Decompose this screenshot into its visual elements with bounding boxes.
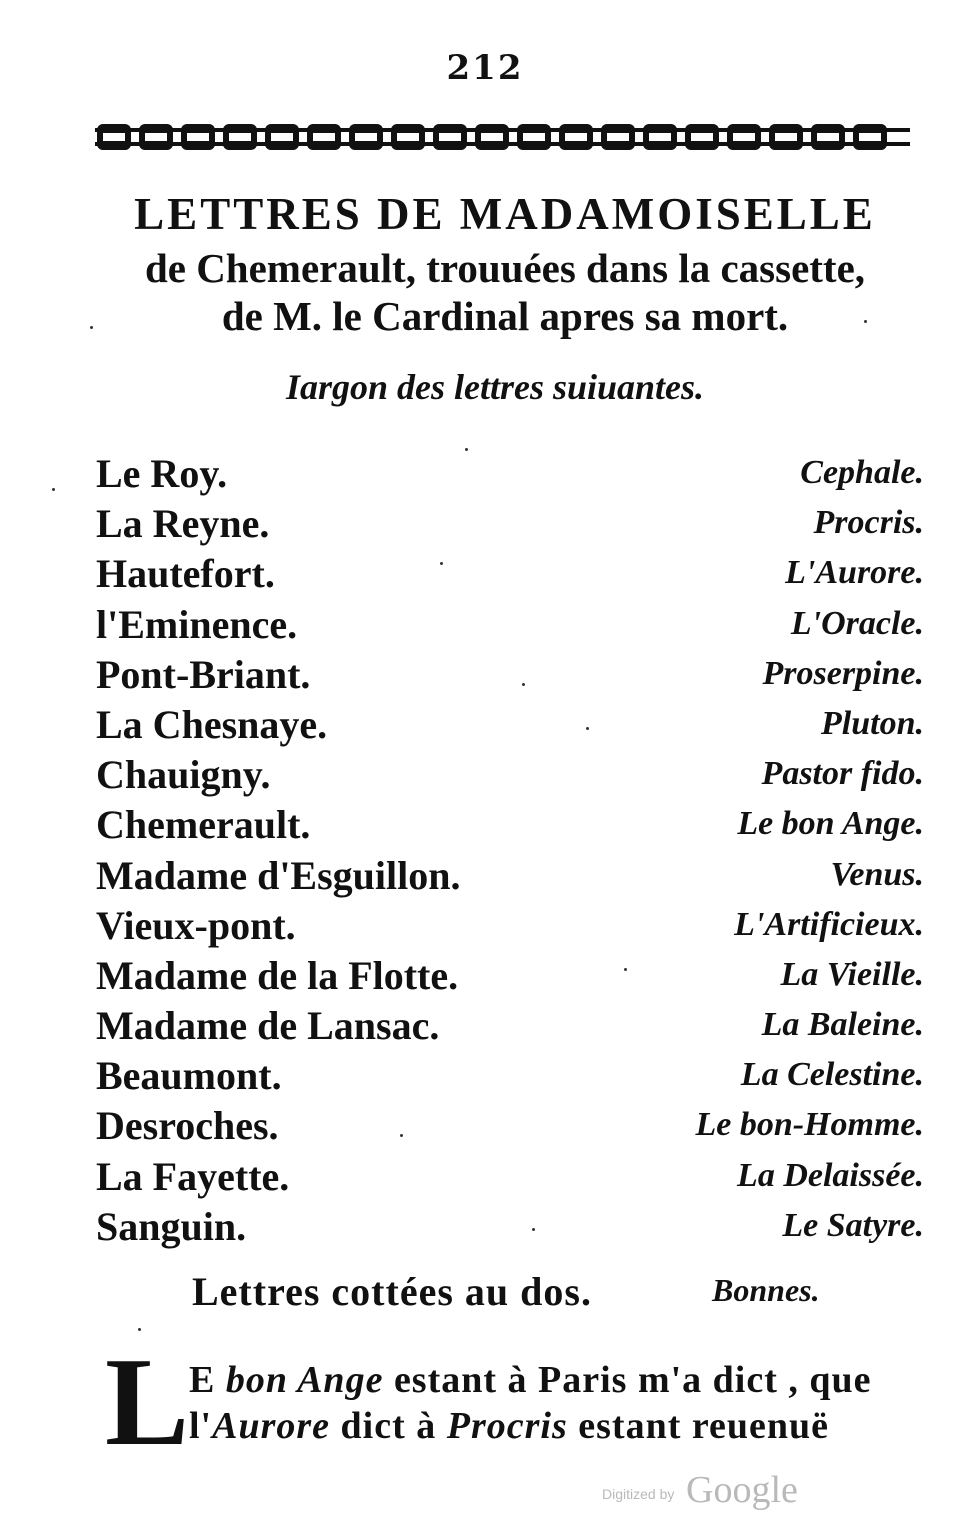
glossary-code: La Delaissée.: [737, 1156, 924, 1194]
glossary-row: [92, 852, 924, 902]
glossary-row: [92, 1052, 924, 1102]
glossary-row: [92, 701, 924, 751]
glossary-name: Le Roy.: [96, 451, 228, 496]
glossary-name: La Chesnaye.: [96, 701, 328, 747]
glossary-name: Pont-Briant.: [96, 651, 311, 697]
drop-cap: L: [105, 1333, 190, 1472]
ink-speck: [138, 1328, 141, 1331]
letter-italic-span: Aurore: [212, 1405, 331, 1447]
endorsement-value: Bonnes.: [712, 1272, 820, 1308]
letter-italic-span: Procris: [446, 1405, 568, 1447]
glossary-code: Le bon Ange.: [737, 805, 924, 843]
letter-text-span: estant à Paris m'a dict , que: [383, 1359, 872, 1401]
glossary-row: [92, 550, 924, 600]
glossary-name: l'Eminence.: [96, 601, 298, 647]
title-line-1: LETTRES DE MADAMOISELLE: [134, 189, 876, 239]
glossary-name: Hautefort.: [96, 551, 275, 597]
title-line-2: de Chemerault, trouuées dans la cassette,: [144, 245, 866, 291]
ink-speck: [90, 326, 93, 329]
glossary-code: Proserpine.: [762, 654, 924, 692]
glossary-row: [92, 651, 924, 701]
page-number: 212: [446, 48, 524, 88]
watermark-brand: Google: [686, 1469, 798, 1511]
ink-speck: [465, 448, 468, 451]
letter-text-span: estant reuenuë: [567, 1405, 830, 1447]
glossary-name: La Fayette.: [96, 1153, 290, 1199]
ink-speck: [440, 562, 443, 565]
cipher-glossary: [92, 450, 924, 1253]
letter-line-2: [189, 1404, 829, 1448]
ink-speck: [52, 488, 55, 491]
jargon-heading: Iargon des lettres suiuantes.: [285, 367, 705, 407]
glossary-code: Pastor fido.: [761, 755, 924, 793]
glossary-row: [92, 801, 924, 851]
glossary-code: Le Satyre.: [782, 1206, 924, 1244]
letter-text-span: l': [189, 1405, 213, 1447]
ink-speck: [532, 1228, 535, 1231]
glossary-row: [92, 902, 924, 952]
glossary-row: [92, 450, 924, 500]
letter-line-1: [189, 1358, 872, 1402]
glossary-code: La Baleine.: [761, 1006, 924, 1044]
letter-text: [105, 1333, 930, 1472]
glossary-code: Pluton.: [821, 704, 924, 742]
glossary-code: Le bon-Homme.: [695, 1106, 924, 1144]
glossary-code: L'Oracle.: [790, 604, 924, 642]
glossary-code: L'Artificieux.: [734, 905, 924, 943]
glossary-name: Madame d'Esguillon.: [96, 852, 461, 898]
ink-speck: [864, 320, 867, 323]
glossary-name: Vieux-pont.: [96, 902, 296, 948]
glossary-name: Madame de Lansac.: [96, 1003, 440, 1049]
glossary-code: Venus.: [830, 855, 924, 893]
title-line-3: de M. le Cardinal apres sa mort.: [221, 293, 789, 339]
glossary-row: [92, 601, 924, 651]
glossary-name: Sanguin.: [96, 1203, 247, 1249]
glossary-name: Desroches.: [96, 1103, 279, 1149]
glossary-code: Procris.: [813, 504, 924, 542]
glossary-name: Chauigny.: [96, 752, 271, 798]
endorsement-label: Lettres cottées au dos.: [192, 1269, 592, 1314]
digitization-watermark: [602, 1468, 822, 1510]
ornamental-border: [95, 118, 910, 156]
glossary-name: La Reyne.: [96, 501, 270, 547]
glossary-row: [92, 500, 924, 550]
ink-speck: [586, 727, 589, 730]
ink-speck: [624, 968, 627, 971]
glossary-row: [92, 1203, 924, 1253]
glossary-row: [92, 1002, 924, 1052]
watermark-caption: Digitized by: [602, 1486, 675, 1502]
glossary-name: Madame de la Flotte.: [96, 952, 459, 998]
glossary-name: Chemerault.: [96, 802, 311, 848]
glossary-code: L'Aurore.: [785, 554, 924, 592]
glossary-row: [92, 952, 924, 1002]
letter-text-span: dict à: [330, 1405, 447, 1447]
letter-italic-span: bon Ange: [225, 1359, 384, 1401]
glossary-code: La Celestine.: [740, 1056, 924, 1094]
ink-speck: [400, 1134, 403, 1137]
glossary-row: [92, 751, 924, 801]
glossary-row: [92, 1153, 924, 1203]
glossary-row: [92, 1102, 924, 1152]
glossary-code: Cephale.: [800, 454, 924, 491]
ink-speck: [522, 683, 525, 686]
endorsement-note: [192, 1268, 932, 1318]
glossary-name: Beaumont.: [96, 1053, 282, 1099]
glossary-code: La Vieille.: [780, 955, 924, 993]
letter-text-span: E: [189, 1359, 226, 1401]
